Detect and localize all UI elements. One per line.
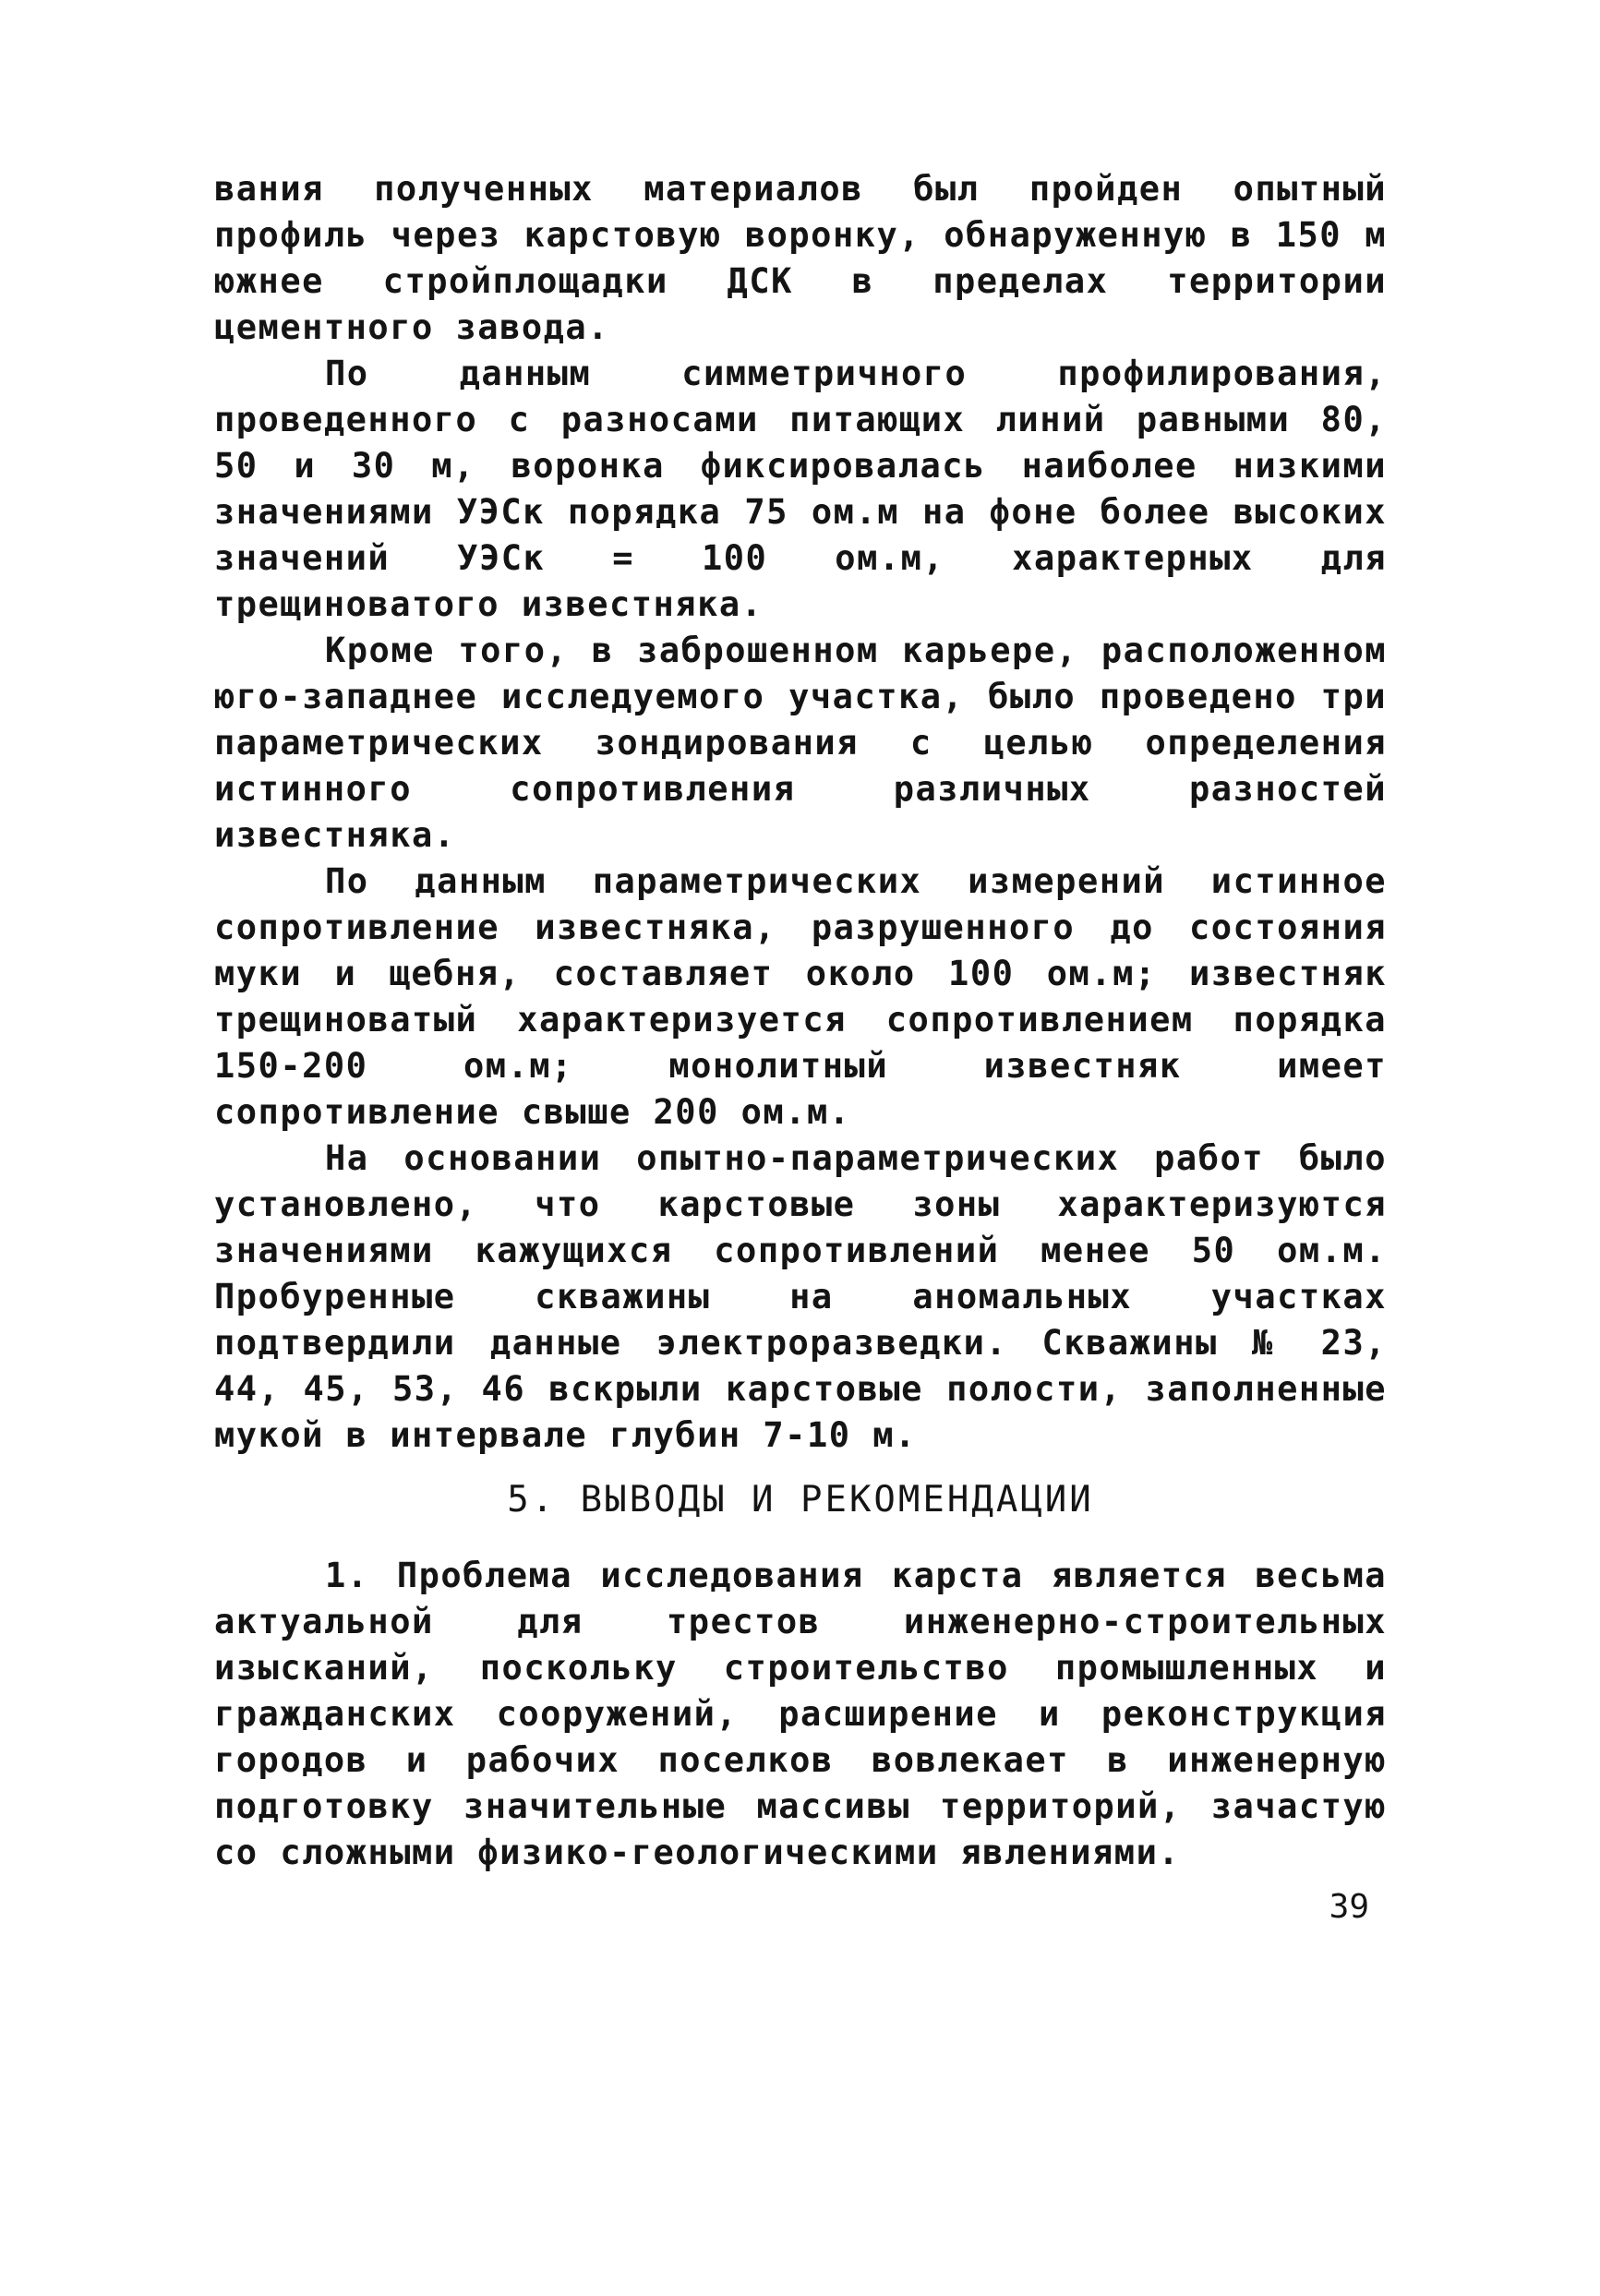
section-heading: 5. ВЫВОДЫ И РЕКОМЕНДАЦИИ [507, 1479, 1094, 1521]
paragraph-4: По данным параметрических измерений истинное сопротивление известняка, разрушенного до состояния муки и щебня, составляет около 100 ом.м; известняк трещиноватый характеризуется сопротивлением порядка 150-200 ом.м; монолитный известняк имеет сопротивление свыше 200 ом.м. [214, 861, 1387, 1132]
body-text [214, 166, 1387, 1459]
paragraph-2: По данным симметричного профилирования, проведенного с разносами питающих линий равными 80, 50 и 30 м, воронка фиксировалась наиболее низкими значениями УЭСк порядка 75 ом.м на фоне более высоких значений УЭСк = 100 ом.м, характерных для трещиноватого известняка. [214, 354, 1387, 624]
paragraph-3: Кроме того, в заброшенном карьере, расположенном юго-западнее исследуемого участка, было проведено три параметрических зондирования с целью определения истинного сопротивления различных разностей известняка. [214, 631, 1387, 855]
recommendations-text [214, 1553, 1387, 1876]
page-number: 39 [1329, 1888, 1369, 1926]
recommendation-item-1: 1. Проблема исследования карста является весьма актуальной для трестов инженерно-строительных изысканий, поскольку строительство промышленных и гражданских сооружений, расширение и реконструкция городов и рабочих поселков вовлекает в инженерную подготовку значительные массивы территорий, зачастую со сложными физико-геологическими явлениями. [214, 1556, 1387, 1872]
paragraph-1: вания полученных материалов был пройден опытный профиль через карстовую воронку, обнаруженную в 150 м южнее стройплощадки ДСК в пределах территории цементного завода. [214, 169, 1387, 347]
paragraph-5: На основании опытно-параметрических работ было установлено, что карстовые зоны характеризуются значениями кажущихся сопротивлений менее 50 ом.м. Пробуренные скважины на аномальных участках подтвердили данные электроразведки. Скважины № 23, 44, 45, 53, 46 вскрыли карстовые полости, заполненные мукой в интервале глубин 7-10 м. [214, 1138, 1387, 1455]
